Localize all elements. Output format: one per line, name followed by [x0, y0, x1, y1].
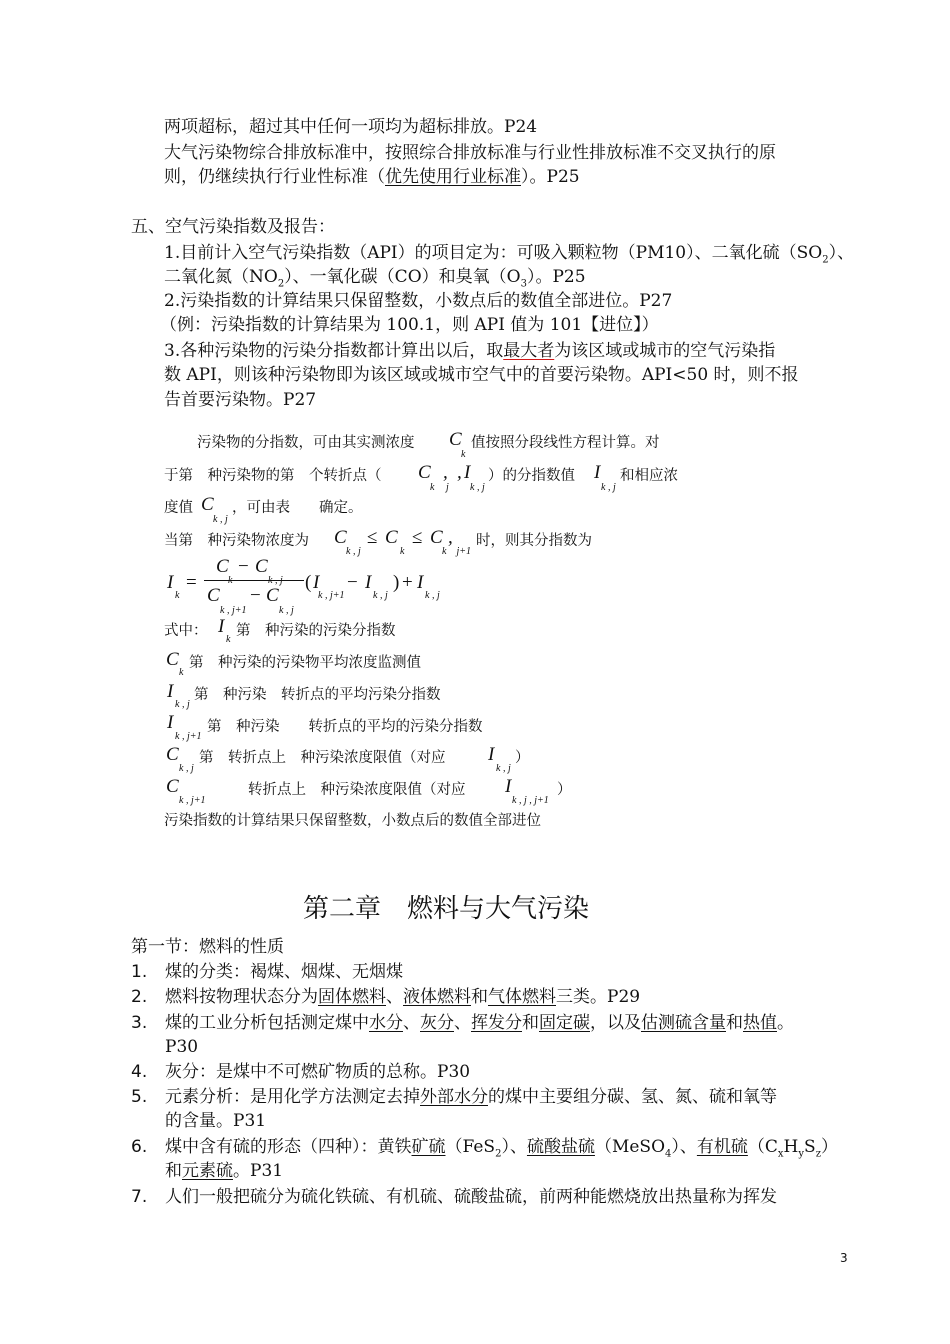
- symbol-i: I: [488, 744, 495, 765]
- subscript: k , j: [175, 699, 190, 710]
- formula-line: 值按照分段线性方程计算。对: [471, 435, 660, 451]
- subscript: k , j: [279, 605, 294, 616]
- formula-line: 第 种污染的污染物平均浓度监测值: [189, 655, 421, 671]
- formula-line: 度值: [164, 500, 193, 516]
- text-line: 告首要污染物。P27: [164, 390, 317, 410]
- formula-line: 转折点上 种污染浓度限值（对应: [248, 782, 466, 798]
- formula-line: 和相应浓: [620, 468, 678, 484]
- subscript: k , j+1: [318, 590, 345, 601]
- symbol-minus: −: [347, 572, 358, 593]
- section-heading: 五、空气污染指数及报告：: [131, 217, 335, 237]
- subscript: k: [179, 667, 184, 678]
- symbol-i: I: [167, 681, 174, 702]
- text-line: 3.各种污染物的污染分指数都计算出以后，取最大者为该区域或城市的空气污染指: [164, 341, 776, 361]
- symbol-i: I: [313, 572, 320, 593]
- subscript: k , j: [496, 763, 511, 774]
- text-line: 数 API，则该种污染物即为该区域或城市空气中的首要污染物。API<50 时，则不报: [164, 365, 799, 385]
- text-line: 二氧化氮$(NO_2)$、一氧化碳（CO）和臭氧$(O_3)$。P25: [164, 267, 586, 290]
- list-item: 3. 煤的工业分析包括测定煤中水分、灰分、挥发分和固定碳，以及估测硫含量和热值。: [131, 1013, 794, 1033]
- text-line: 和元素硫。P31: [165, 1161, 284, 1181]
- subscript: k , j: [601, 482, 616, 493]
- formula-line: ，可由表 确定。: [232, 500, 363, 516]
- symbol-i: I: [218, 616, 225, 637]
- fraction-bar: [204, 580, 304, 581]
- symbol-i: I: [464, 462, 471, 483]
- chapter-title: 第二章 燃料与大气污染: [303, 894, 590, 924]
- subscript: k: [430, 482, 435, 493]
- subscript: k , j: [373, 590, 388, 601]
- formula-line: 第 种污染 转折点的平均污染分指数: [194, 687, 441, 703]
- formula-line: 污染指数的计算结果只保留整数，小数点后的数值全部进位: [164, 813, 541, 829]
- symbol-c: C: [255, 556, 268, 577]
- text-line: 大气污染物综合排放标准中，按照综合排放标准与行业性排放标准不交叉执行的原: [164, 143, 776, 163]
- formula-line: 第 种污染 转折点的平均的污染分指数: [207, 719, 483, 735]
- formula-line: 于第 种污染物的第 个转折点（: [164, 468, 382, 484]
- symbol-paren: (: [305, 572, 312, 593]
- symbol-eq: =: [186, 572, 197, 593]
- symbol-c: C: [430, 527, 443, 548]
- subscript: k , j+1: [220, 605, 247, 616]
- formula-line: 当第 种污染物浓度为: [164, 533, 309, 549]
- symbol-c: C: [166, 776, 179, 797]
- symbol-c: C: [334, 527, 347, 548]
- symbol-i: I: [365, 572, 372, 593]
- list-item: 1. 煤的分类：褐煤、烟煤、无烟煤: [131, 962, 403, 982]
- subscript: k: [226, 634, 231, 645]
- symbol-paren: ): [393, 572, 400, 593]
- symbol-c: C: [166, 649, 179, 670]
- symbol-c: C: [385, 527, 398, 548]
- subscript: k , j: [470, 482, 485, 493]
- symbol-c: C: [266, 585, 279, 606]
- text-line: 的含量。P31: [165, 1111, 267, 1131]
- text-line: 则，仍继续执行行业性标准（优先使用行业标准）。P25: [164, 167, 580, 187]
- symbol-c: C: [418, 462, 431, 483]
- formula-line: ）: [557, 782, 572, 798]
- page-number: 3: [840, 1251, 848, 1265]
- formula-line: 式中：: [164, 623, 208, 639]
- symbol-i: I: [167, 712, 174, 733]
- subscript: k j+1: [442, 546, 471, 557]
- list-item: 6. 煤中含有硫的形态（四种）：黄铁矿硫（FeS$_2$）、硫酸盐硫（MeSO$_4$）、有机硫$(C_xH_yS_z)$: [131, 1137, 838, 1160]
- subscript: k , j: [179, 763, 194, 774]
- symbol-comma: ,: [448, 527, 453, 548]
- text-line: P30: [165, 1037, 199, 1057]
- symbol-c: C: [201, 494, 214, 515]
- symbol-i: I: [417, 572, 424, 593]
- subscript: k , j , j+1: [512, 795, 549, 806]
- symbol-plus: +: [402, 572, 413, 593]
- symbol-leq: ≤: [412, 527, 423, 548]
- symbol-comma: ,: [457, 462, 462, 483]
- text-line: 1.目前计入空气污染指数（API）的项目定为：可吸入颗粒物（PM10）、二氧化硫$(SO_2)$、: [164, 243, 855, 266]
- symbol-c: C: [207, 585, 220, 606]
- list-item: 4. 灰分：是煤中不可燃矿物质的总称。P30: [131, 1062, 471, 1082]
- text-line: 两项超标，超过其中任何一项均为超标排放。P24: [164, 117, 538, 137]
- symbol-c: C: [166, 744, 179, 765]
- text-line: （例：污染指数的计算结果为 100.1，则 API 值为 101【进位】）: [160, 315, 659, 335]
- formula-line: 时，则其分指数为: [476, 533, 592, 549]
- subscript: k , j: [213, 514, 228, 525]
- subscript: k: [400, 546, 405, 557]
- subscript: k: [461, 449, 466, 460]
- symbol-c: C: [449, 429, 462, 450]
- section-heading: 第一节：燃料的性质: [131, 937, 284, 957]
- symbol-minus: −: [250, 585, 261, 606]
- formula-line: 第 种污染的污染分指数: [236, 623, 396, 639]
- formula-line: ）的分指数值: [488, 468, 575, 484]
- subscript: j: [446, 482, 449, 493]
- list-item: 2. 燃料按物理状态分为固体燃料、液体燃料和气体燃料三类。P29: [131, 987, 641, 1007]
- text-line: 2.污染指数的计算结果只保留整数，小数点后的数值全部进位。P27: [164, 291, 673, 311]
- symbol-minus: −: [238, 556, 249, 577]
- subscript: k , j: [346, 546, 361, 557]
- formula-line: 第 转折点上 种污染浓度限值（对应: [199, 750, 446, 766]
- symbol-i: I: [167, 572, 174, 593]
- subscript: k , j+1: [179, 795, 206, 806]
- subscript: k , j+1: [175, 731, 202, 742]
- symbol-i: I: [505, 776, 512, 797]
- subscript: k: [175, 590, 180, 601]
- subscript: k , j: [425, 590, 440, 601]
- formula-line: 污染物的分指数，可由其实测浓度: [197, 435, 415, 451]
- symbol-c: C: [216, 556, 229, 577]
- symbol-i: I: [594, 462, 601, 483]
- formula-line: ）: [515, 750, 530, 766]
- list-item: 7. 人们一般把硫分为硫化铁硫、有机硫、硫酸盐硫，前两种能燃烧放出热量称为挥发: [131, 1187, 777, 1207]
- list-item: 5. 元素分析：是用化学方法测定去掉外部水分的煤中主要组分碳、氢、氮、硫和氧等: [131, 1087, 777, 1107]
- symbol-leq: ≤: [367, 527, 378, 548]
- symbol-comma: ,: [443, 462, 448, 483]
